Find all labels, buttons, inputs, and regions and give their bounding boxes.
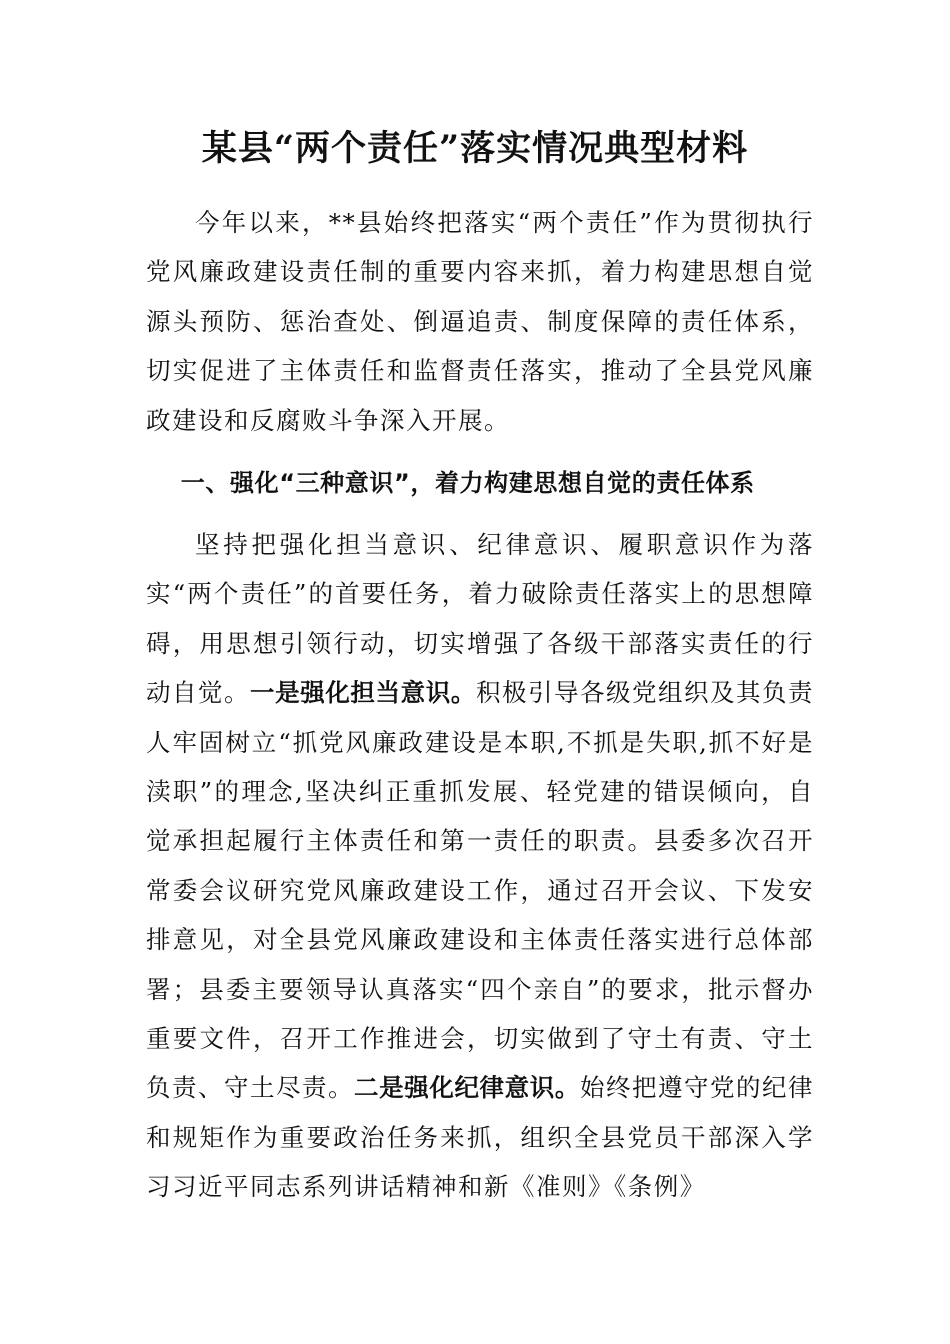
section-1-paragraph (146, 520, 814, 1212)
document-title: 某县“两个责任”落实情况典型材料 (201, 128, 749, 169)
section-1-text-a: 坚持把强化担当意识、纪律意识、履职意识作为落实“两个责任”的首要任务，着力破除责任落实上的思想障碍，用思想引领行动，切实增强了各级干部落实责任的行动自觉。 (146, 530, 814, 708)
lead-phrase-2: 二是强化纪律意识。 (354, 1073, 580, 1103)
section-1-heading: 一、强化“三种意识”，着力构建思想自觉的责任体系 (180, 469, 755, 497)
section-1-text-b: 积极引导各级党组织及其负责人牢固树立“抓党风廉政建设是本职,不抓是失职,抓不好是渎职”的理念,坚决纠正重抓发展、轻党建的错误倾向，自觉承担起履行主体责任和第一责任的职责。县委多次召开常委会议研究党风廉政建设工作，通过召开会议、下发安排意见，对全县党风廉政建设和主体责任落实进行总体部署；县委主要领导认真落实“四个亲自”的要求，批示督办重要文件，召开工作推进会，切实做到了守土有责、守土负责、守土尽责。 (146, 678, 814, 1103)
section-1-text-c: 始终把遵守党的纪律和规矩作为重要政治任务来抓，组织全县党员干部深入学习习近平同志系列讲话精神和新《准则》《条例》 (146, 1073, 814, 1202)
intro-paragraph: 今年以来，**县始终把落实“两个责任”作为贯彻执行党风廉政建设责任制的重要内容来抓，着力构建思想自觉源头预防、惩治查处、倒逼追责、制度保障的责任体系，切实促进了主体责任和监督责任落实，推动了全县党风廉政建设和反腐败斗争深入开展。 (146, 208, 814, 435)
lead-phrase-1: 一是强化担当意识。 (250, 678, 476, 708)
